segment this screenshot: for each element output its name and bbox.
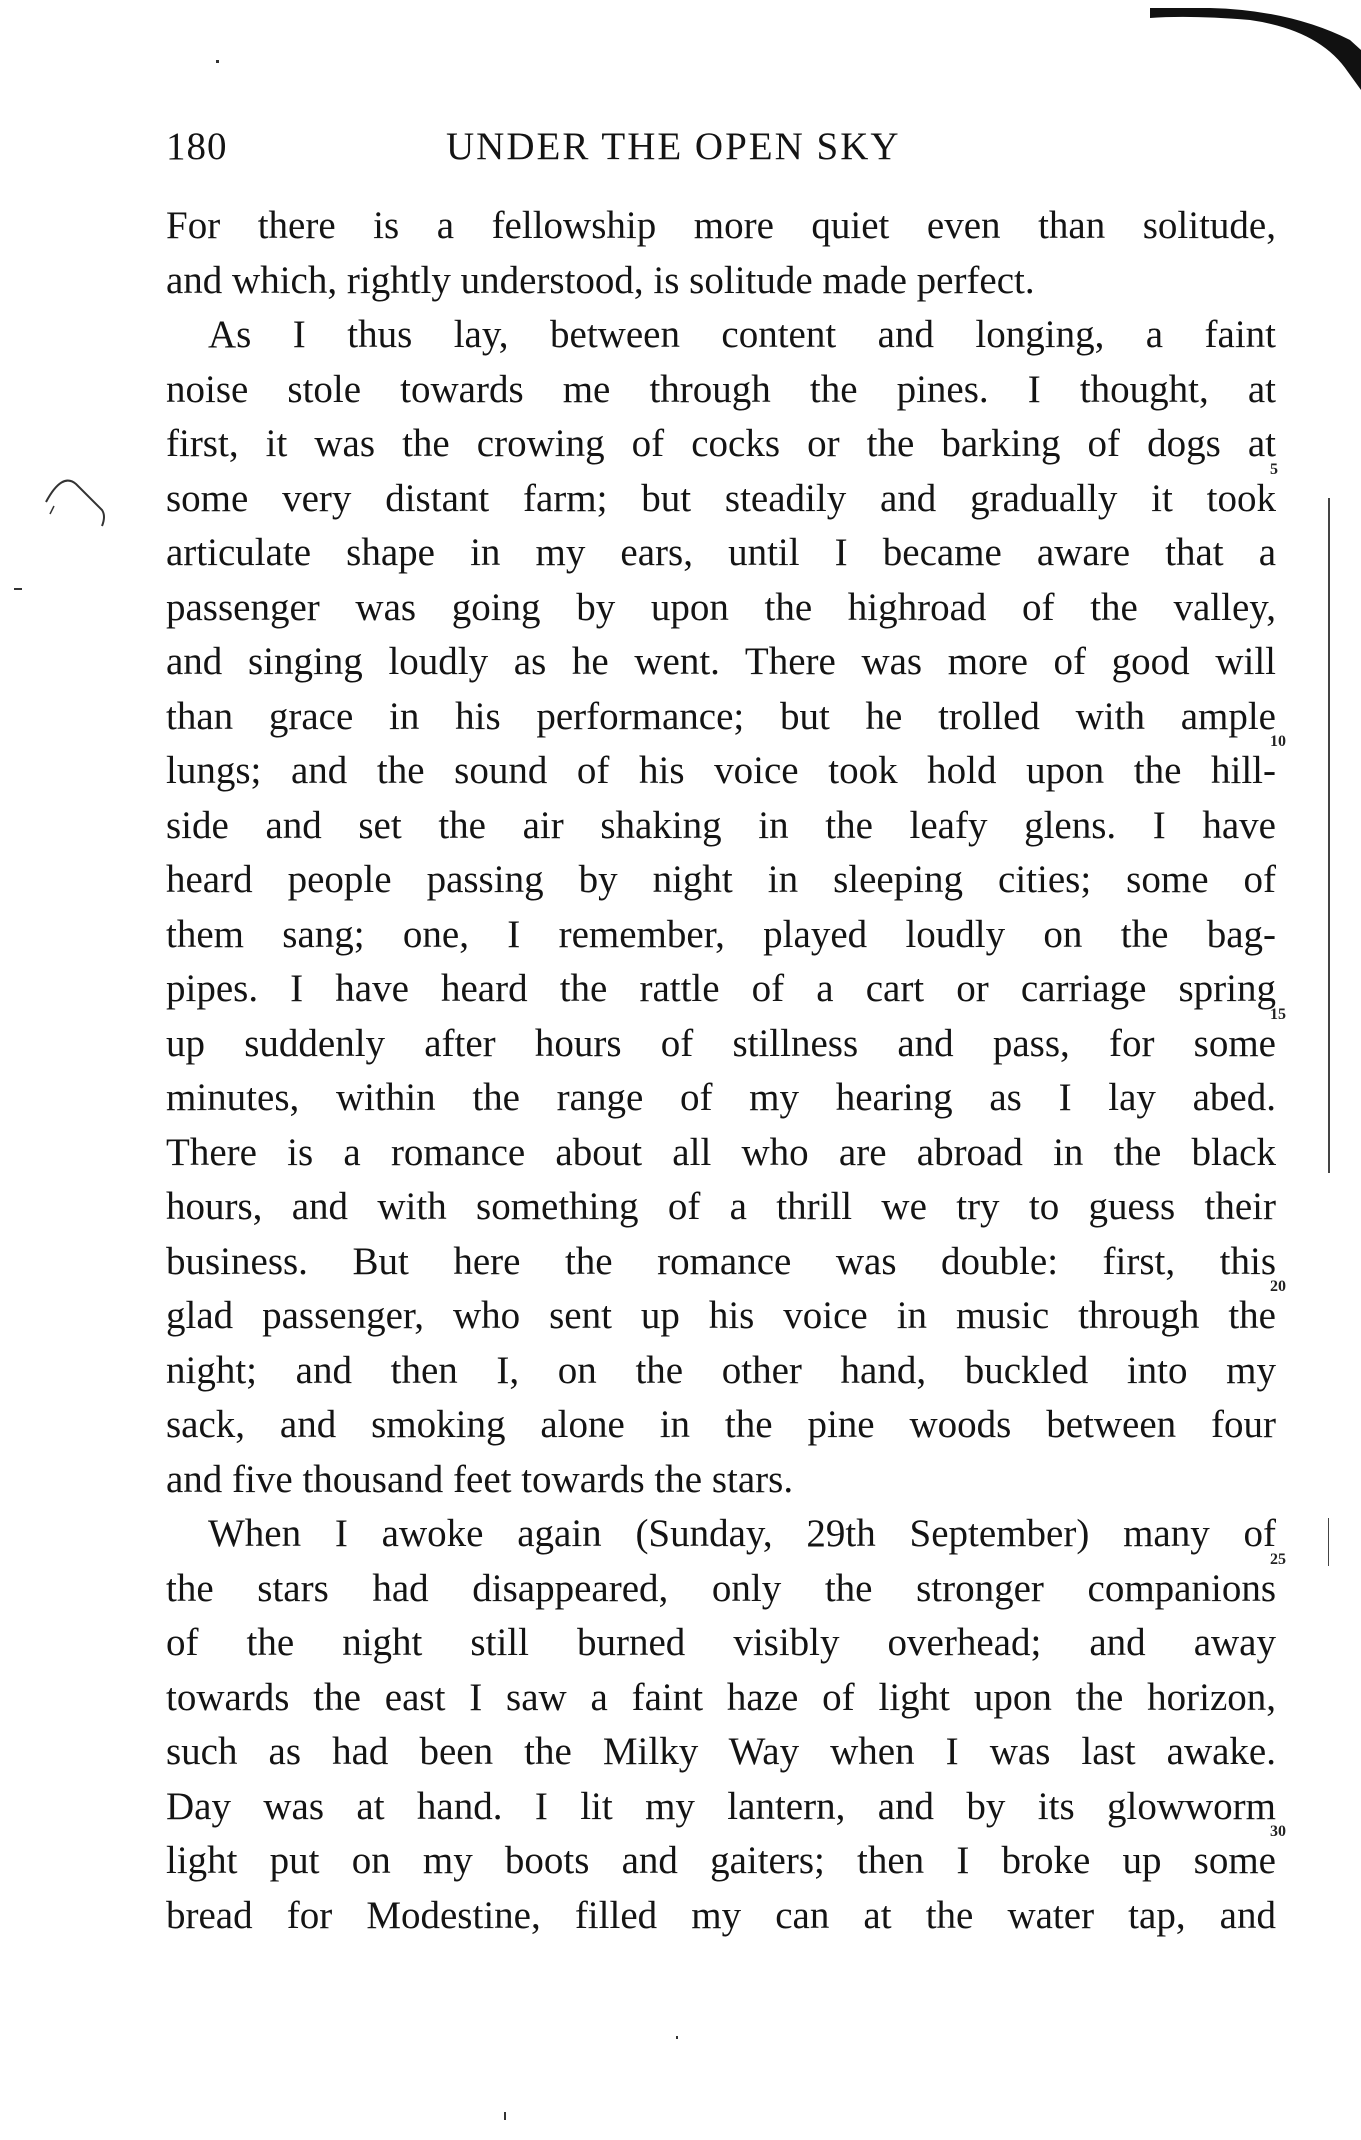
corner-ink-mark xyxy=(1150,0,1361,90)
text-line: Day was at hand. I lit my lantern, and by its glowworm xyxy=(166,1784,1276,1828)
text-line: sack, and smoking alone in the pine woods between four xyxy=(166,1403,1276,1446)
body-text xyxy=(166,199,1276,1943)
text-line: first, it was the crowing of cocks or the barking of dogs at xyxy=(166,422,1276,465)
text-line: up suddenly after hours of stillness and pass, for some xyxy=(166,1021,1276,1065)
text-line: glad passenger, who sent up his voice in music through the xyxy=(166,1294,1276,1337)
text-line: light put on my boots and gaiters; then I broke up some xyxy=(166,1839,1276,1882)
text-line: than grace in his performance; but he trolled with ample xyxy=(166,694,1276,738)
text-line: passenger was going by upon the highroad of the valley, xyxy=(166,585,1276,629)
text-line: the stars had disappeared, only the stronger companions xyxy=(166,1566,1276,1610)
margin-bracket-line xyxy=(1328,498,1330,1173)
margin-bracket-line xyxy=(1328,1518,1329,1566)
ink-speck xyxy=(14,588,22,590)
ink-speck xyxy=(216,60,219,63)
text-line: and five thousand feet towards the stars. xyxy=(166,1457,794,1501)
text-line: There is a romance about all who are abroad in the black xyxy=(166,1130,1276,1174)
line-number: 5 xyxy=(1270,461,1278,478)
text-line: night; and then I, on the other hand, buckled into my xyxy=(166,1348,1276,1392)
line-number: 15 xyxy=(1270,1006,1286,1023)
line-number: 25 xyxy=(1270,1551,1286,1568)
text-line: them sang; one, I remember, played loudly on the bag- xyxy=(166,912,1276,956)
text-line: bread for Modestine, filled my can at the water tap, and xyxy=(166,1893,1276,1937)
text-line: lungs; and the sound of his voice took hold upon the hill- xyxy=(166,749,1276,792)
running-head: UNDER THE OPEN SKY xyxy=(446,125,901,168)
text-line: some very distant farm; but steadily and gradually it took xyxy=(166,476,1276,520)
pencil-annotation-mark xyxy=(44,462,124,542)
page-number: 180 xyxy=(166,125,228,168)
text-line: heard people passing by night in sleeping cities; some of xyxy=(166,858,1276,901)
line-number: 10 xyxy=(1270,733,1286,750)
text-line: pipes. I have heard the rattle of a cart or carriage spring xyxy=(166,967,1276,1010)
text-line: such as had been the Milky Way when I was last awake. xyxy=(166,1730,1276,1773)
text-line: side and set the air shaking in the leafy glens. I have xyxy=(166,803,1276,847)
text-line: hours, and with something of a thrill we try to guess their xyxy=(166,1185,1276,1228)
text-line: and which, rightly understood, is solitude made perfect. xyxy=(166,258,1035,302)
text-line: and singing loudly as he went. There was more of good will xyxy=(166,640,1276,683)
text-line: As I thus lay, between content and longing, a faint xyxy=(208,313,1276,356)
line-number: 20 xyxy=(1270,1278,1286,1295)
text-line: business. But here the romance was double: first, this xyxy=(166,1239,1276,1283)
text-line: of the night still burned visibly overhead; and away xyxy=(166,1621,1276,1664)
ink-speck xyxy=(676,2036,678,2039)
text-line: For there is a fellowship more quiet even than solitude, xyxy=(166,204,1276,247)
text-line: towards the east I saw a faint haze of light upon the horizon, xyxy=(166,1675,1276,1719)
text-line: articulate shape in my ears, until I became aware that a xyxy=(166,531,1276,574)
ink-speck xyxy=(504,2112,506,2120)
text-line: When I awoke again (Sunday, 29th September) many of xyxy=(208,1512,1276,1555)
text-line: noise stole towards me through the pines. I thought, at xyxy=(166,367,1276,411)
text-line: minutes, within the range of my hearing as I lay abed. xyxy=(166,1076,1276,1119)
page-header xyxy=(166,124,1276,174)
line-number: 30 xyxy=(1270,1823,1286,1840)
